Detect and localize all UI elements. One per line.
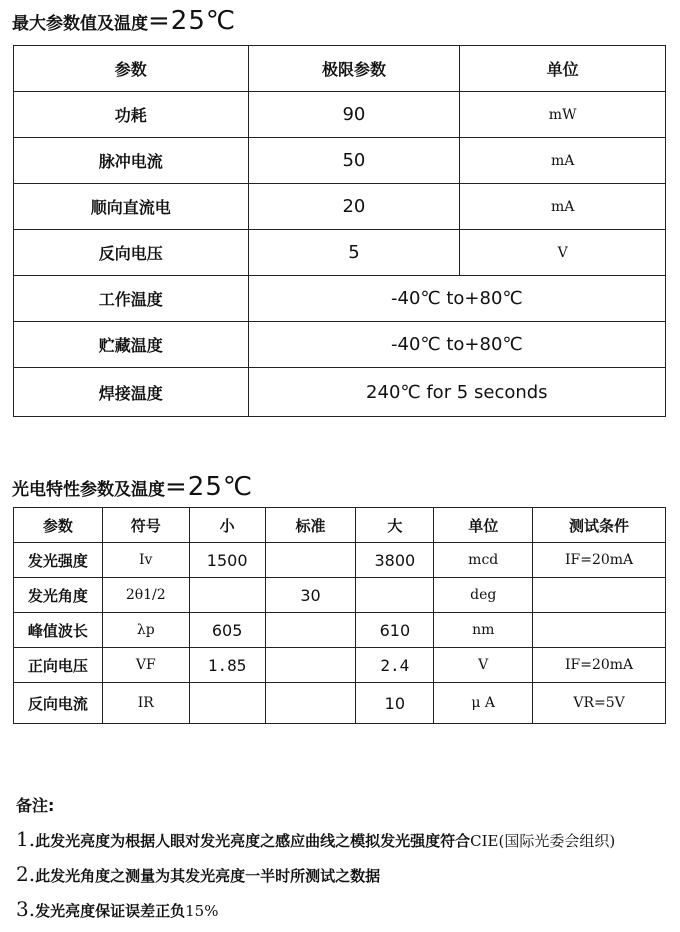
max-ratings-table [13, 45, 666, 417]
param-value: -40℃ to+80℃ [248, 322, 665, 368]
max-cell: 610 [356, 613, 434, 648]
param-unit: V [460, 230, 666, 276]
note-text: 此发光亮度为根据人眼对发光亮度之感应曲线之模拟发光强度符合 [35, 832, 471, 850]
param-label: 发光强度 [14, 543, 103, 578]
optical-temp: =25℃ [165, 472, 254, 502]
symbol-cell: 2θ1/2 [102, 578, 189, 613]
note-text: 发光亮度保证误差正负 [35, 902, 186, 920]
typ-cell [265, 543, 356, 578]
param-value: 90 [248, 92, 460, 138]
max-ratings-temp: =25℃ [148, 6, 237, 36]
table-row [14, 683, 666, 724]
symbol-cell: λp [102, 613, 189, 648]
param-value: -40℃ to+80℃ [248, 276, 665, 322]
header-cell: 测试条件 [533, 508, 666, 543]
min-cell: 1500 [189, 543, 265, 578]
symbol-cell: IR [102, 683, 189, 724]
table-row [14, 648, 666, 683]
condition-cell [533, 578, 666, 613]
param-unit: mA [460, 184, 666, 230]
param-label: 功耗 [14, 92, 249, 138]
header-cell: 标准 [265, 508, 356, 543]
table-header-row [14, 508, 666, 543]
table-row [14, 276, 666, 322]
param-label: 工作温度 [14, 276, 249, 322]
condition-cell: VR=5V [533, 683, 666, 724]
header-cell: 大 [356, 508, 434, 543]
header-cell: 单位 [460, 46, 666, 92]
min-cell [189, 578, 265, 613]
header-cell: 极限参数 [248, 46, 460, 92]
param-value: 5 [248, 230, 460, 276]
unit-cell: μ A [434, 683, 533, 724]
max-cell: 10 [356, 683, 434, 724]
max-cell: 2.4 [356, 648, 434, 683]
optical-heading [12, 472, 253, 502]
header-cell: 单位 [434, 508, 533, 543]
notes-title: 备注: [16, 796, 55, 815]
header-cell: 符号 [102, 508, 189, 543]
table-row [14, 322, 666, 368]
note-tail: CIE(国际光委会组织) [470, 832, 616, 850]
param-value: 50 [248, 138, 460, 184]
param-label: 反向电压 [14, 230, 249, 276]
unit-cell: nm [434, 613, 533, 648]
table-row [14, 613, 666, 648]
param-label: 峰值波长 [14, 613, 103, 648]
note-tail: 15% [185, 902, 219, 920]
table-row [14, 92, 666, 138]
param-label: 焊接温度 [14, 368, 249, 417]
param-value: 20 [248, 184, 460, 230]
note-item [16, 827, 615, 851]
note-text: 此发光角度之测量为其发光亮度一半时所测试之数据 [35, 867, 381, 885]
note-number: 3. [16, 897, 36, 921]
note-item [16, 897, 218, 921]
param-label: 正向电压 [14, 648, 103, 683]
optical-table [13, 507, 666, 724]
param-label: 发光角度 [14, 578, 103, 613]
max-cell: 3800 [356, 543, 434, 578]
table-row [14, 578, 666, 613]
max-ratings-heading [12, 6, 236, 36]
table-row [14, 230, 666, 276]
condition-cell [533, 613, 666, 648]
min-cell [189, 683, 265, 724]
header-cell: 参数 [14, 46, 249, 92]
typ-cell [265, 648, 356, 683]
table-header-row [14, 46, 666, 92]
optical-title: 光电特性参数及温度 [12, 480, 165, 500]
note-number: 1. [16, 827, 36, 851]
symbol-cell: VF [102, 648, 189, 683]
param-label: 贮藏温度 [14, 322, 249, 368]
param-unit: mA [460, 138, 666, 184]
table-row [14, 138, 666, 184]
symbol-cell: Iv [102, 543, 189, 578]
param-value: 240℃ for 5 seconds [248, 368, 665, 417]
header-cell: 参数 [14, 508, 103, 543]
param-label: 顺向直流电 [14, 184, 249, 230]
typ-cell [265, 613, 356, 648]
table-row [14, 184, 666, 230]
condition-cell: IF=20mA [533, 648, 666, 683]
table-row [14, 368, 666, 417]
note-item [16, 862, 380, 886]
condition-cell: IF=20mA [533, 543, 666, 578]
max-cell [356, 578, 434, 613]
unit-cell: deg [434, 578, 533, 613]
param-unit: mW [460, 92, 666, 138]
unit-cell: mcd [434, 543, 533, 578]
note-number: 2. [16, 862, 36, 886]
max-ratings-title: 最大参数值及温度 [12, 14, 148, 34]
header-cell: 小 [189, 508, 265, 543]
typ-cell: 30 [265, 578, 356, 613]
unit-cell: V [434, 648, 533, 683]
min-cell: 605 [189, 613, 265, 648]
table-row [14, 543, 666, 578]
typ-cell [265, 683, 356, 724]
min-cell: 1.85 [189, 648, 265, 683]
param-label: 反向电流 [14, 683, 103, 724]
param-label: 脉冲电流 [14, 138, 249, 184]
